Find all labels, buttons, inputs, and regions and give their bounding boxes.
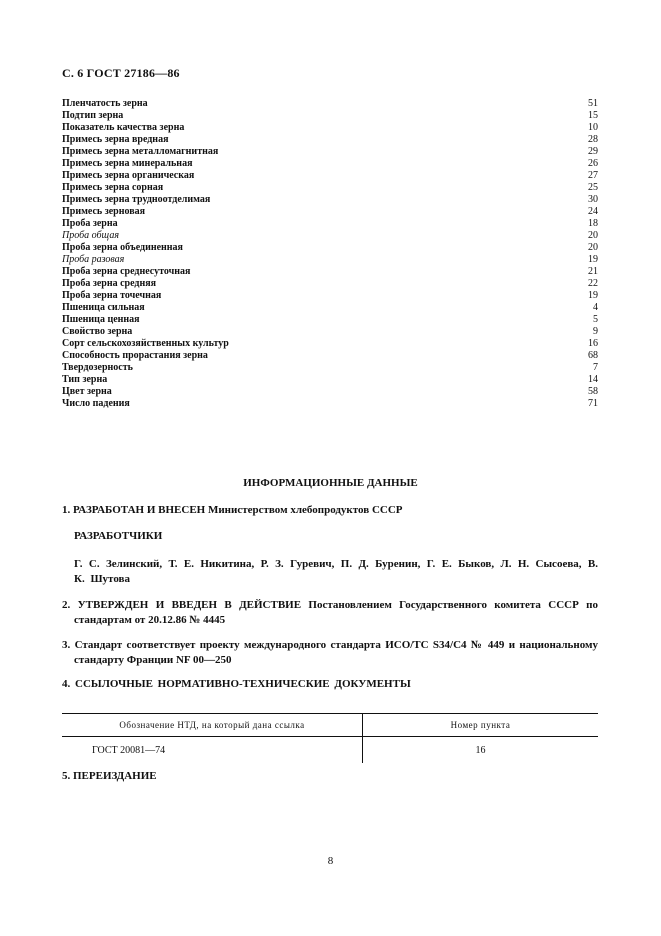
- info-item-1: 1. РАЗРАБОТАН И ВНЕСЕН Министерством хлебопродуктов СССР: [62, 504, 403, 516]
- index-page: 5: [593, 314, 598, 325]
- info-item-4: 4. ССЫЛОЧНЫЕ НОРМАТИВНО-ТЕХНИЧЕСКИЕ ДОКУМЕНТЫ: [62, 678, 411, 690]
- index-page: 27: [588, 170, 598, 181]
- index-entry: [62, 110, 598, 122]
- index-term: Примесь зерна вредная: [62, 134, 169, 145]
- index-term: Тип зерна: [62, 374, 108, 385]
- index-term: Примесь зерна трудноотделимая: [62, 194, 211, 205]
- index-term: Свойство зерна: [62, 326, 133, 337]
- index-term: Проба зерна: [62, 218, 118, 229]
- index-entry: [62, 230, 598, 242]
- index-page: 20: [588, 230, 598, 241]
- index-entry: [62, 386, 598, 398]
- index-term: Проба зерна средняя: [62, 278, 157, 289]
- index-page: 25: [588, 182, 598, 193]
- index-entry: [62, 374, 598, 386]
- info-item-5: 5. ПЕРЕИЗДАНИЕ: [62, 770, 157, 782]
- cell-document: ГОСТ 20081—74: [62, 737, 363, 764]
- index-page: 24: [588, 206, 598, 217]
- index-entry: [62, 278, 598, 290]
- index-entry: [62, 182, 598, 194]
- index-entry: [62, 122, 598, 134]
- index-page: 20: [588, 242, 598, 253]
- index-page: 18: [588, 218, 598, 229]
- index-entry: [62, 254, 598, 266]
- col-header-item: Номер пункта: [363, 714, 599, 737]
- index-term: Подтип зерна: [62, 110, 124, 121]
- index-entry: [62, 326, 598, 338]
- developers-list: Г. С. Зелинский, Т. Е. Никитина, Р. З. Гуревич, П. Д. Буренин, Г. Е. Быков, Л. Н. Сысоева, В. К. Шутова: [74, 558, 598, 585]
- index-term: Твердозерность: [62, 362, 133, 373]
- page-number: 8: [327, 855, 334, 867]
- index-entry: [62, 314, 598, 326]
- index-entry: [62, 170, 598, 182]
- table-row: [62, 737, 598, 764]
- index-term: Примесь зерновая: [62, 206, 146, 217]
- index-term: Примесь зерна минеральная: [62, 158, 193, 169]
- info-item-3: 3. Стандарт соответствует проекту международного стандарта ИСО/ТС S34/С4 № 449 и национальному стандарту Франции NF 00—250: [62, 639, 598, 666]
- index-term: Число падения: [62, 398, 130, 409]
- index-page: 19: [588, 290, 598, 301]
- index-term: Показатель качества зерна: [62, 122, 185, 133]
- index-entry: [62, 98, 598, 110]
- index-page: 58: [588, 386, 598, 397]
- index-term: Способность прорастания зерна: [62, 350, 208, 361]
- reference-table: [62, 713, 598, 763]
- index-page: 29: [588, 146, 598, 157]
- index-page: 9: [593, 326, 598, 337]
- index-term: Пшеница ценная: [62, 314, 140, 325]
- term-index: [62, 98, 598, 410]
- index-term: Сорт сельскохозяйственных культур: [62, 338, 229, 349]
- index-term: Проба зерна среднесуточная: [62, 266, 191, 277]
- index-entry: [62, 266, 598, 278]
- index-page: 51: [588, 98, 598, 109]
- index-term: Проба зерна точечная: [62, 290, 162, 301]
- index-entry: [62, 290, 598, 302]
- index-entry: [62, 134, 598, 146]
- developers-title: РАЗРАБОТЧИКИ: [74, 530, 163, 542]
- info-section-title: ИНФОРМАЦИОННЫЕ ДАННЫЕ: [243, 477, 418, 489]
- index-term: Примесь зерна металломагнитная: [62, 146, 219, 157]
- index-entry: [62, 350, 598, 362]
- index-page: 16: [588, 338, 598, 349]
- index-entry: [62, 398, 598, 410]
- index-page: 71: [588, 398, 598, 409]
- index-page: 21: [588, 266, 598, 277]
- index-page: 68: [588, 350, 598, 361]
- index-page: 15: [588, 110, 598, 121]
- index-entry: [62, 194, 598, 206]
- index-entry: [62, 146, 598, 158]
- index-page: 10: [588, 122, 598, 133]
- index-term: Проба зерна объединенная: [62, 242, 183, 253]
- index-entry: [62, 218, 598, 230]
- index-term: Пленчатость зерна: [62, 98, 148, 109]
- page-header: С. 6 ГОСТ 27186—86: [62, 66, 180, 80]
- table-header-row: [62, 714, 598, 737]
- index-term: Проба общая: [62, 230, 119, 241]
- index-page: 30: [588, 194, 598, 205]
- index-page: 7: [593, 362, 598, 373]
- info-item-2: 2. УТВЕРЖДЕН И ВВЕДЕН В ДЕЙСТВИЕ Постановлением Государственного комитета СССР по стандартам от 20.12.86 № 4445: [62, 599, 598, 626]
- index-term: Цвет зерна: [62, 386, 112, 397]
- index-entry: [62, 338, 598, 350]
- index-term: Примесь зерна органическая: [62, 170, 195, 181]
- index-entry: [62, 302, 598, 314]
- index-term: Проба разовая: [62, 254, 125, 265]
- index-page: 22: [588, 278, 598, 289]
- index-page: 14: [588, 374, 598, 385]
- index-page: 4: [593, 302, 598, 313]
- cell-item: 16: [475, 744, 486, 756]
- col-header-document: Обозначение НТД, на который дана ссылка: [62, 714, 363, 737]
- index-entry: [62, 362, 598, 374]
- index-entry: [62, 242, 598, 254]
- index-page: 26: [588, 158, 598, 169]
- index-entry: [62, 158, 598, 170]
- index-page: 19: [588, 254, 598, 265]
- index-page: 28: [588, 134, 598, 145]
- index-term: Пшеница сильная: [62, 302, 145, 313]
- index-entry: [62, 206, 598, 218]
- index-term: Примесь зерна сорная: [62, 182, 164, 193]
